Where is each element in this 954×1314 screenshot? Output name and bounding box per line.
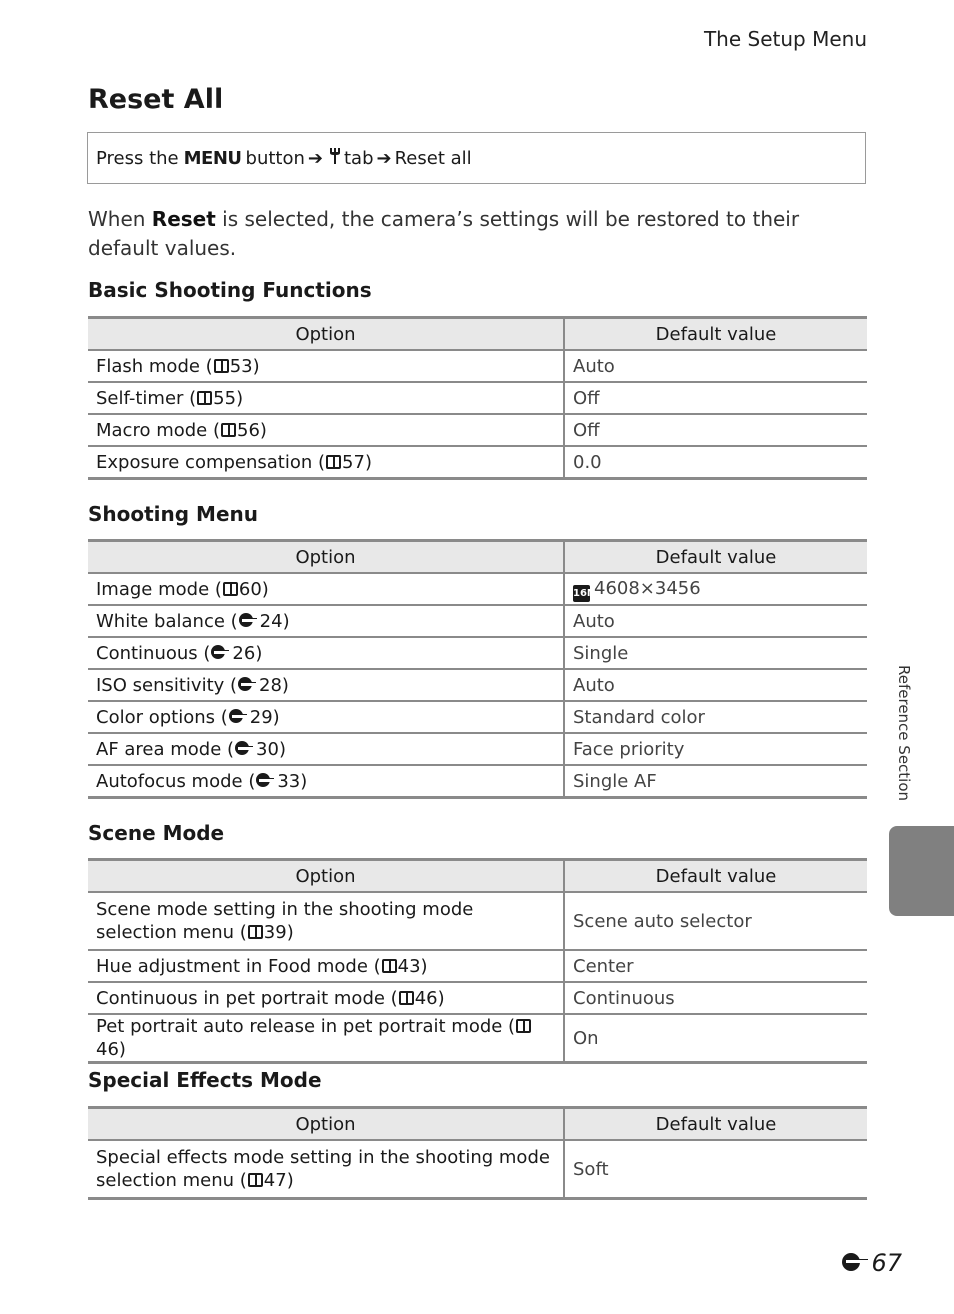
column-header-default: Default value — [564, 541, 867, 574]
section-title: Basic Shooting Functions — [88, 278, 372, 302]
intro-text-end: is selected, the camera’s settings will be restored to their default values. — [88, 207, 800, 260]
table-row — [88, 701, 867, 733]
book-ref-icon — [221, 423, 236, 437]
reference-e-icon — [211, 645, 231, 659]
image-size-16m-icon: 16M — [573, 585, 590, 602]
book-ref-icon — [326, 455, 341, 469]
table-row — [88, 1140, 867, 1199]
option-cell: Macro mode ( 56) — [88, 414, 564, 446]
table-row — [88, 892, 867, 950]
menu-path-box — [87, 132, 866, 184]
arrow-right-icon: ➔ — [307, 147, 323, 169]
column-header-option: Option — [88, 860, 564, 893]
book-ref-icon — [516, 1019, 531, 1033]
default-value-cell: Off — [564, 414, 867, 446]
table-row — [88, 669, 867, 701]
reference-e-icon — [238, 677, 258, 691]
table-row — [88, 765, 867, 798]
default-value-cell: Auto — [564, 605, 867, 637]
reference-e-icon — [842, 1253, 870, 1271]
book-ref-icon — [197, 391, 212, 405]
table-row — [88, 637, 867, 669]
column-header-option: Option — [88, 541, 564, 574]
reference-e-icon — [256, 773, 276, 787]
option-cell: White balance ( 24) — [88, 605, 564, 637]
column-header-option: Option — [88, 1108, 564, 1141]
book-ref-icon — [214, 359, 229, 373]
option-cell: Continuous ( 26) — [88, 637, 564, 669]
options-table — [88, 316, 867, 480]
option-cell: Scene mode setting in the shooting mode selection menu ( 39) — [96, 899, 474, 943]
default-value-cell: Continuous — [564, 982, 867, 1014]
menu-path-target: Reset all — [394, 147, 472, 169]
table-row — [88, 350, 867, 382]
option-cell: Self-timer ( 55) — [88, 382, 564, 414]
options-table — [88, 858, 867, 1064]
book-ref-icon — [382, 959, 397, 973]
option-cell: ISO sensitivity ( 28) — [88, 669, 564, 701]
table-row — [88, 414, 867, 446]
arrow-right-icon: ➔ — [376, 147, 392, 169]
menu-path-prefix: Press the — [96, 147, 179, 169]
intro-paragraph — [88, 205, 848, 263]
default-value-cell: 16M4608×3456 — [564, 573, 867, 605]
column-header-default: Default value — [564, 318, 867, 351]
book-ref-icon — [223, 582, 238, 596]
default-value-cell: Off — [564, 382, 867, 414]
column-header-default: Default value — [564, 1108, 867, 1141]
option-cell: Color options ( 29) — [88, 701, 564, 733]
page-number-value: 67 — [871, 1249, 902, 1277]
menu-path-button-word: button — [245, 147, 305, 169]
table-row — [88, 382, 867, 414]
section-title: Special Effects Mode — [88, 1068, 322, 1092]
option-cell: Hue adjustment in Food mode ( 43) — [88, 950, 564, 982]
options-table — [88, 1106, 867, 1200]
table-row — [88, 573, 867, 605]
intro-bold-term: Reset — [151, 207, 216, 231]
book-ref-icon — [399, 991, 414, 1005]
option-cell: Flash mode ( 53) — [96, 355, 260, 377]
page-number — [841, 1249, 902, 1277]
default-value-cell: Auto — [564, 669, 867, 701]
option-cell: Pet portrait auto release in pet portrait mode (46) — [88, 1014, 564, 1063]
default-value-cell: Face priority — [564, 733, 867, 765]
default-value-cell: Single AF — [564, 765, 867, 798]
option-cell: Special effects mode setting in the shooting mode selection menu ( 47) — [96, 1147, 550, 1191]
option-cell: Exposure compensation ( 57) — [88, 446, 564, 479]
default-value-cell: Standard color — [564, 701, 867, 733]
wrench-icon — [329, 147, 341, 170]
option-cell: Continuous in pet portrait mode ( 46) — [88, 982, 564, 1014]
option-cell: AF area mode ( 30) — [88, 733, 564, 765]
section-thumb-tab — [889, 826, 954, 916]
table-row — [88, 1014, 867, 1063]
section-title: Scene Mode — [88, 821, 225, 845]
side-section-label: Reference Section — [895, 665, 913, 802]
table-row — [88, 950, 867, 982]
reference-e-icon — [239, 613, 259, 627]
running-header: The Setup Menu — [703, 27, 867, 51]
menu-button-icon: MENU — [183, 147, 242, 169]
options-table — [88, 539, 867, 799]
default-value-cell: Auto — [564, 350, 867, 382]
default-value-cell: Single — [564, 637, 867, 669]
default-value-cell: Soft — [564, 1140, 867, 1199]
column-header-option: Option — [88, 318, 564, 351]
default-value-cell: 0.0 — [564, 446, 867, 479]
option-cell: Autofocus mode ( 33) — [88, 765, 564, 798]
table-row — [88, 733, 867, 765]
intro-text-start: When — [88, 207, 152, 231]
table-row — [88, 982, 867, 1014]
book-ref-icon — [248, 1173, 263, 1187]
section-title: Shooting Menu — [88, 502, 258, 526]
option-cell: Image mode ( 60) — [96, 578, 269, 600]
book-ref-icon — [248, 925, 263, 939]
table-row — [88, 446, 867, 479]
reference-e-icon — [235, 741, 255, 755]
page-title: Reset All — [88, 84, 224, 115]
table-row — [88, 605, 867, 637]
default-value-cell: Scene auto selector — [564, 892, 867, 950]
default-value-cell: On — [564, 1014, 867, 1063]
reference-e-icon — [229, 709, 249, 723]
default-value-cell: Center — [564, 950, 867, 982]
menu-path-tab-word: tab — [344, 147, 374, 169]
column-header-default: Default value — [564, 860, 867, 893]
